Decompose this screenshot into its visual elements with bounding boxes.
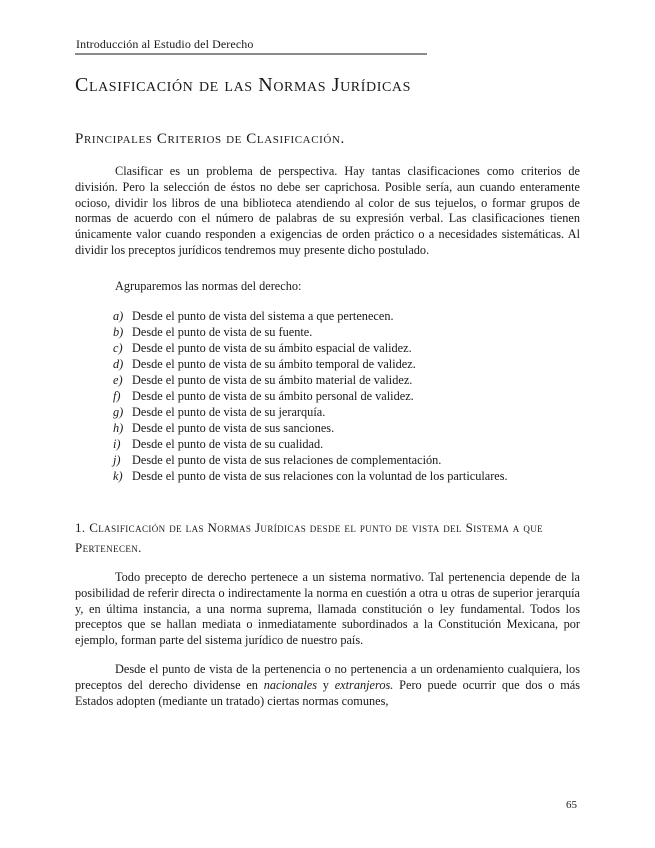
list-item-label: k) <box>113 469 123 483</box>
paragraph-intro: Clasificar es un problema de perspectiva. Hay tantas clasificaciones como criterios de división. Pero la selección de éstos no debe ser caprichosa. Posible sería, aun cuando enteramente ocioso, dividir los libros de una biblioteca atendiendo al color de sus tejuelos, o formar grupos de normas de acuerdo con el número de palabras de su expresión verbal. Las clasificaciones tienen únicamente valor cuando responden a exigencias de orden práctico o a necesidades sistemáticas. Al dividir los preceptos jurídicos tendremos muy presente dicho postulado. <box>75 164 580 257</box>
paragraph-text: Pero puede ocurrir que dos o más Estados adopten (mediante un tratado) ciertas normas comunes, <box>75 677 580 708</box>
criteria-list <box>113 308 508 484</box>
list-item-label: e) <box>113 373 123 387</box>
list-item-text: Desde el punto de vista de sus relaciones de complementación. <box>132 453 442 467</box>
header-rule <box>75 53 427 55</box>
list-item <box>113 404 508 420</box>
list-item-text: Desde el punto de vista de su ámbito personal de validez. <box>132 389 414 403</box>
subsection-title: 1. Clasificación de las Normas Jurídicas desde el punto de vista del Sistema a que Pertenecen. <box>75 520 544 555</box>
list-item-text: Desde el punto de vista de su ámbito espacial de validez. <box>132 341 412 355</box>
paragraph-text: Desde el punto de vista de la pertenencia o no pertenencia a un ordenamiento cualquiera, los preceptos del derecho dividense en <box>75 662 580 692</box>
list-item <box>113 452 508 468</box>
paragraph-text: y <box>317 677 335 692</box>
list-item-label: a) <box>113 309 124 323</box>
list-item-text: Desde el punto de vista de su jerarquía. <box>132 405 326 419</box>
list-item-label: c) <box>113 341 123 355</box>
emphasis-nacionales: nacionales <box>263 677 317 692</box>
section-title: Principales Criterios de Clasificación. <box>75 131 345 147</box>
list-item <box>113 372 508 388</box>
paragraph-system: Todo precepto de derecho pertenece a un sistema normativo. Tal pertenencia depende de la posibilidad de referir directa o indirectamente la norma en cuestión a otra u otras de superior jerarquía y, en última instancia, a una norma suprema, llamada constitución o ley fundamental. Todos los preceptos que se hallan mediata o inmediatamente subordinados a la Constitución Mexicana, por ejemplo, forman parte del sistema jurídico de nuestro país. <box>75 570 580 648</box>
list-item <box>113 388 508 404</box>
list-item <box>113 436 508 452</box>
list-item-text: Desde el punto de vista de su ámbito temporal de validez. <box>132 357 416 371</box>
list-item-text: Desde el punto de vista del sistema a que pertenecen. <box>132 309 394 323</box>
running-head: Introducción al Estudio del Derecho <box>76 37 254 51</box>
list-item-label: f) <box>113 389 121 403</box>
emphasis-extranjeros: extranjeros. <box>334 677 394 692</box>
list-item <box>113 356 508 372</box>
list-item <box>113 468 508 484</box>
chapter-title: Clasificación de las Normas Jurídicas <box>75 74 412 96</box>
page-number: 65 <box>566 799 577 811</box>
list-item-label: h) <box>113 421 124 435</box>
paragraph-membership <box>75 662 580 709</box>
paragraph-grouping: Agruparemos las normas del derecho: <box>115 279 302 293</box>
list-item-label: i) <box>113 437 121 451</box>
list-item-text: Desde el punto de vista de su fuente. <box>132 325 313 339</box>
list-item-text: Desde el punto de vista de sus sanciones. <box>132 421 335 435</box>
list-item-label: b) <box>113 325 124 339</box>
list-item <box>113 420 508 436</box>
list-item <box>113 324 508 340</box>
list-item <box>113 340 508 356</box>
list-item-text: Desde el punto de vista de su cualidad. <box>132 437 324 451</box>
list-item-label: d) <box>113 357 124 371</box>
list-item <box>113 308 508 324</box>
list-item-text: Desde el punto de vista de su ámbito material de validez. <box>132 373 413 387</box>
list-item-text: Desde el punto de vista de sus relaciones con la voluntad de los particulares. <box>132 469 508 483</box>
list-item-label: j) <box>113 453 121 467</box>
list-item-label: g) <box>113 405 124 419</box>
